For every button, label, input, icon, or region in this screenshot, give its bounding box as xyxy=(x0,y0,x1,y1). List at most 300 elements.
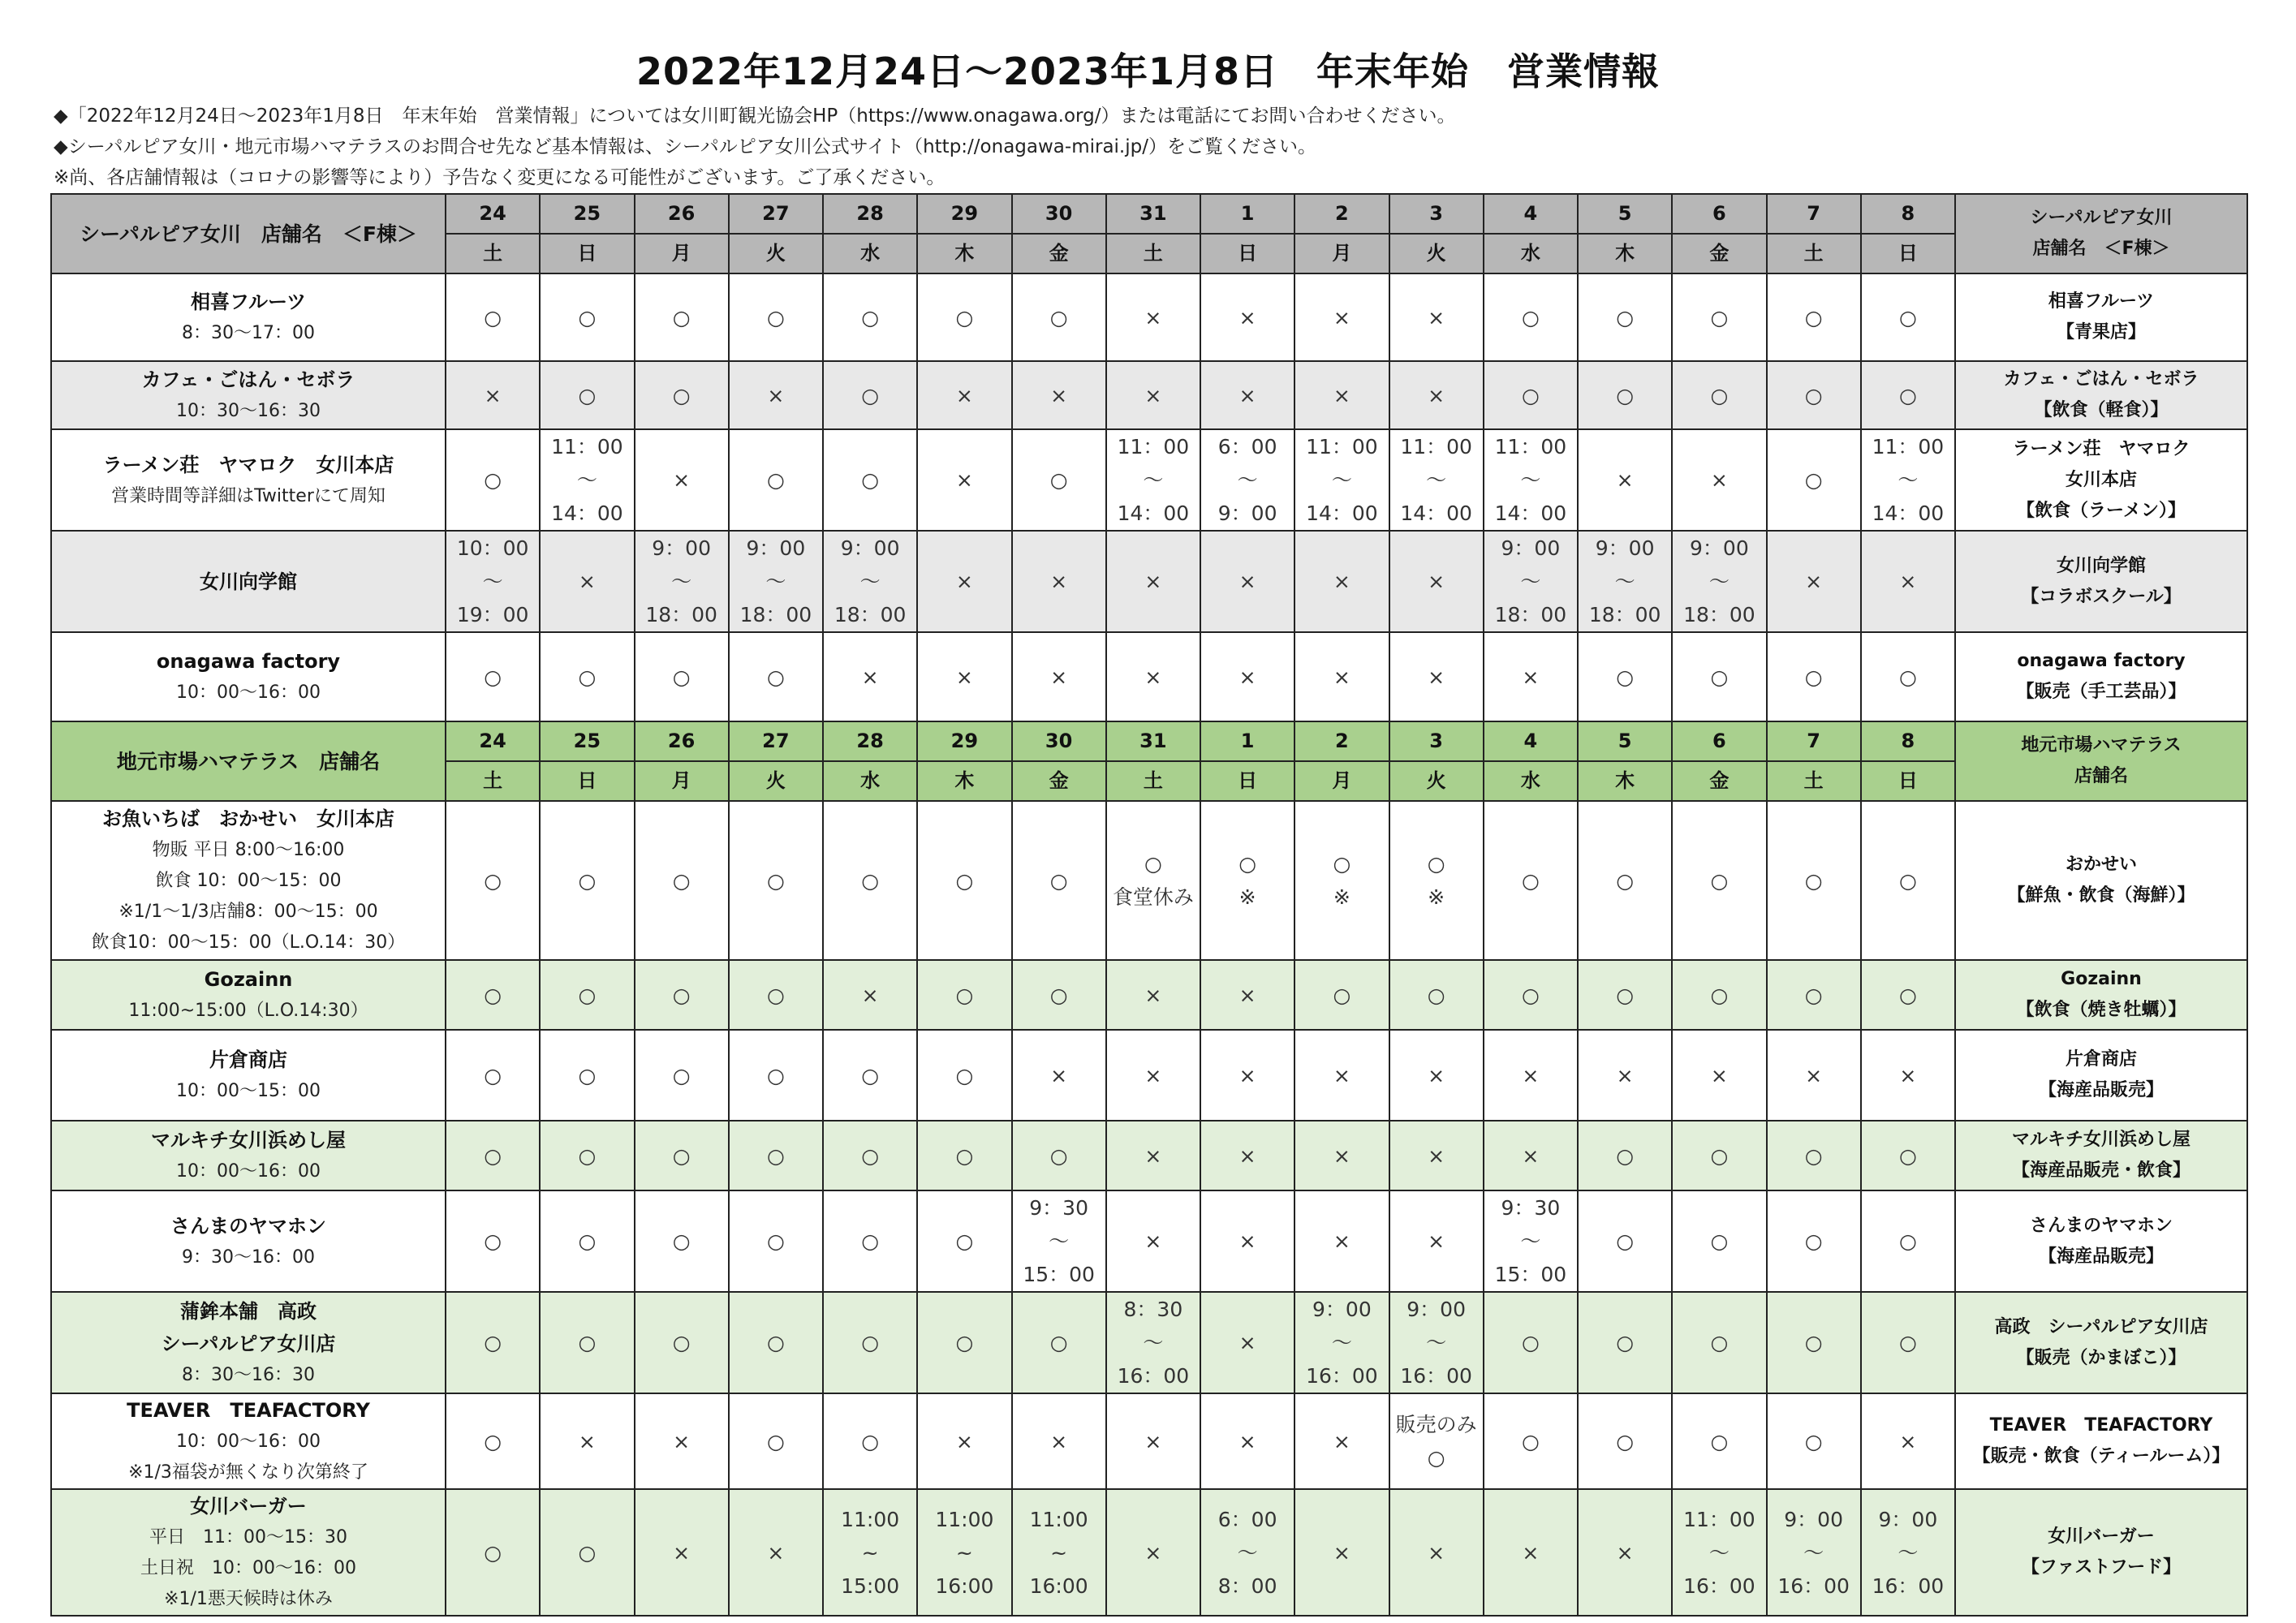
status-text: ○ xyxy=(578,1229,597,1253)
status-text: ○ xyxy=(1521,983,1540,1007)
status-text: ○ xyxy=(672,1063,691,1087)
status-cell xyxy=(446,960,540,1030)
status-cell xyxy=(1767,1121,1861,1190)
note-line: ◆「2022年12月24日～2023年1月8日 年末年始 営業情報」については女川町観光協会HP（https://www.onagawa.org/）または電話にてお問い合わせください。 xyxy=(54,105,1456,127)
status-cell xyxy=(1200,429,1294,531)
status-cell xyxy=(917,1393,1011,1489)
status-cell xyxy=(1861,960,1955,1030)
status-text: ○ xyxy=(1710,383,1729,407)
status-text: ○ xyxy=(1898,305,1917,329)
header-right-line: 地元市場ハマテラス xyxy=(2021,735,2182,756)
date-header: 27 xyxy=(729,721,823,761)
status-cell xyxy=(1389,801,1484,960)
status-cell xyxy=(1767,1489,1861,1616)
status-cell xyxy=(635,1489,729,1616)
status-cell xyxy=(1106,1121,1200,1190)
status-cell xyxy=(1012,1030,1106,1121)
status-text: ○ xyxy=(484,983,502,1007)
status-text: 11:00 xyxy=(841,1507,900,1531)
status-text: × xyxy=(1238,570,1256,593)
store-name: シーパルピア女川店 xyxy=(161,1332,336,1355)
status-cell xyxy=(1389,429,1484,531)
status-cell xyxy=(917,1121,1011,1190)
store-category-line: ラーメン荘 ヤマロク xyxy=(2012,438,2190,459)
store-name: 女川バーガー xyxy=(190,1495,307,1518)
status-text: × xyxy=(955,1429,973,1453)
store-hours: 土日祝 10：00～16：00 xyxy=(140,1558,356,1578)
store-hours: 飲食10：00～15：00（L.O.14：30） xyxy=(91,932,406,953)
store-name-cell xyxy=(51,1393,446,1489)
status-text: × xyxy=(1050,1063,1068,1087)
status-cell xyxy=(1294,531,1389,632)
status-cell xyxy=(1012,273,1106,361)
store-category-cell xyxy=(1955,361,2247,429)
status-text: ○ xyxy=(1049,983,1068,1007)
section-header-right-label xyxy=(1955,194,2247,273)
status-text: ～ xyxy=(1520,468,1541,492)
status-text: ～ xyxy=(1708,570,1730,593)
status-text: ○ xyxy=(672,1143,691,1168)
status-text: ○ xyxy=(672,665,691,689)
status-cell xyxy=(1200,1030,1294,1121)
status-cell xyxy=(1294,1292,1389,1393)
store-category-line: 【海産品販売】 xyxy=(2038,1246,2164,1267)
status-cell xyxy=(1484,1030,1578,1121)
store-name-cell xyxy=(51,1121,446,1190)
status-text: × xyxy=(1238,665,1256,689)
status-text: 9：00 xyxy=(1595,536,1655,560)
status-cell xyxy=(729,801,823,960)
status-cell xyxy=(540,1190,634,1292)
store-category-cell xyxy=(1955,429,2247,531)
status-cell xyxy=(1106,801,1200,960)
status-text: 15:00 xyxy=(841,1573,900,1598)
weekday-header: 金 xyxy=(1012,234,1106,273)
status-text: × xyxy=(1428,665,1445,689)
store-category-line: 【ファストフード】 xyxy=(2021,1557,2182,1578)
status-text: 14：00 xyxy=(1494,502,1567,525)
status-cell xyxy=(1294,273,1389,361)
status-text: 14：00 xyxy=(1872,502,1945,525)
status-cell xyxy=(917,273,1011,361)
status-cell xyxy=(917,1190,1011,1292)
status-text: ○ xyxy=(955,868,974,893)
status-cell xyxy=(1106,1489,1200,1616)
status-text: × xyxy=(578,570,596,593)
status-cell xyxy=(823,429,917,531)
status-text: × xyxy=(1238,983,1256,1007)
store-name: ラーメン荘 ヤマロク 女川本店 xyxy=(102,453,394,476)
status-cell xyxy=(1389,632,1484,721)
status-text: ○ xyxy=(1521,1331,1540,1354)
status-cell xyxy=(540,1489,634,1616)
status-text: 10：00 xyxy=(456,536,529,560)
store-name: 片倉商店 xyxy=(209,1048,287,1071)
status-text: ○ xyxy=(484,1143,502,1168)
status-cell xyxy=(1767,429,1861,531)
status-cell xyxy=(446,801,540,960)
status-text: ○ xyxy=(1616,1229,1635,1253)
status-text: × xyxy=(1333,570,1350,593)
status-text: ○ xyxy=(766,1063,785,1087)
status-text: × xyxy=(1333,383,1350,407)
store-category-line: おかせい xyxy=(2065,855,2137,875)
status-cell xyxy=(1389,1292,1484,1393)
status-text: ～ xyxy=(671,570,692,593)
date-header: 28 xyxy=(823,194,917,234)
status-text: × xyxy=(1333,1229,1350,1253)
status-text: × xyxy=(1616,468,1634,492)
status-text: ○ xyxy=(578,868,597,893)
status-cell xyxy=(1012,1190,1106,1292)
status-cell xyxy=(1861,1030,1955,1121)
status-cell xyxy=(635,1190,729,1292)
status-text: × xyxy=(1428,1063,1445,1087)
note-line: ◆シーパルピア女川・地元市場ハマテラスのお問合せ先など基本情報は、シーパルピア女川公式サイト（http://onagawa-mirai.jp/）をご覧ください。 xyxy=(54,136,1316,157)
status-text: 18：00 xyxy=(739,603,812,626)
store-category-cell xyxy=(1955,1190,2247,1292)
status-cell xyxy=(1012,1393,1106,1489)
status-cell xyxy=(1861,429,1955,531)
status-cell xyxy=(1294,429,1389,531)
status-text: 14：00 xyxy=(1306,502,1378,525)
status-cell xyxy=(1578,960,1672,1030)
store-hours: 11:00~15:00（L.O.14:30） xyxy=(128,1001,368,1021)
date-header: 5 xyxy=(1578,194,1672,234)
date-header: 7 xyxy=(1767,194,1861,234)
store-row xyxy=(51,632,2247,721)
store-hours: 営業時間等詳細はTwitterにて周知 xyxy=(111,485,386,506)
status-text: 11：00 xyxy=(1400,435,1472,458)
status-cell xyxy=(540,361,634,429)
status-text: 9：00 xyxy=(1501,536,1561,560)
store-category-line: 【飲食（ラーメン）】 xyxy=(2017,500,2186,521)
status-text: ○ xyxy=(1804,305,1823,329)
store-row xyxy=(51,1489,2247,1616)
weekday-header: 火 xyxy=(729,234,823,273)
store-name-cell xyxy=(51,960,446,1030)
store-category-line: 相喜フルーツ xyxy=(2048,291,2155,312)
status-text: 16：00 xyxy=(1117,1364,1190,1388)
status-text: ○ xyxy=(1521,868,1540,893)
status-text: × xyxy=(673,1429,691,1453)
status-text: × xyxy=(1238,1229,1256,1253)
store-name-cell xyxy=(51,1489,446,1616)
weekday-header: 火 xyxy=(1389,761,1484,801)
date-header: 3 xyxy=(1389,721,1484,761)
status-cell xyxy=(917,429,1011,531)
store-category-cell xyxy=(1955,531,2247,632)
date-header: 27 xyxy=(729,194,823,234)
status-text: ○ xyxy=(1710,983,1729,1007)
weekday-header: 火 xyxy=(729,761,823,801)
store-category-line: 【飲食（焼き牡蠣）】 xyxy=(2016,1000,2186,1020)
status-text: × xyxy=(1050,1429,1068,1453)
status-text: 16:00 xyxy=(935,1573,994,1598)
status-cell xyxy=(540,801,634,960)
status-text: ○ xyxy=(766,468,785,492)
status-cell xyxy=(1767,1292,1861,1393)
status-cell xyxy=(1294,1393,1389,1489)
store-name: お魚いちば おかせい 女川本店 xyxy=(102,807,394,830)
status-cell xyxy=(1294,801,1389,960)
status-text: ○ xyxy=(1049,305,1068,329)
status-text: ○ xyxy=(578,1540,597,1565)
weekday-header: 木 xyxy=(1578,234,1672,273)
status-cell xyxy=(917,801,1011,960)
status-cell xyxy=(1484,801,1578,960)
status-cell xyxy=(1861,1489,1955,1616)
status-text: ○ xyxy=(861,1143,880,1168)
status-cell xyxy=(729,960,823,1030)
status-cell xyxy=(1861,1393,1955,1489)
status-text: ○ xyxy=(1616,665,1635,689)
status-text: 18：00 xyxy=(834,603,907,626)
store-name: 蒲鉾本舗 高政 xyxy=(180,1299,317,1323)
status-cell xyxy=(540,429,634,531)
status-text: ○ xyxy=(1804,1429,1823,1453)
status-cell xyxy=(1389,1393,1484,1489)
status-cell xyxy=(1012,632,1106,721)
store-category-cell xyxy=(1955,801,2247,960)
status-cell xyxy=(729,1489,823,1616)
section-header-store-label: シーパルピア女川 店舗名 ＜F棟＞ xyxy=(51,194,446,273)
store-category-line: マルキチ女川浜めし屋 xyxy=(2011,1130,2190,1150)
date-header: 7 xyxy=(1767,721,1861,761)
status-text: × xyxy=(1238,1143,1256,1168)
status-text: ~ xyxy=(1050,1540,1068,1565)
status-cell xyxy=(1767,632,1861,721)
status-cell xyxy=(635,429,729,531)
status-cell xyxy=(823,1190,917,1292)
schedule-table xyxy=(50,193,2248,1617)
status-text: ～ xyxy=(1898,1540,1919,1565)
date-header: 3 xyxy=(1389,194,1484,234)
store-category-cell xyxy=(1955,960,2247,1030)
status-text: × xyxy=(673,1540,691,1565)
status-text: 16：00 xyxy=(1683,1573,1755,1598)
status-cell xyxy=(635,801,729,960)
status-cell xyxy=(1672,429,1766,531)
status-text: ○ xyxy=(672,305,691,329)
status-text: ○ xyxy=(1049,1331,1068,1354)
store-hours: ※1/1～1/3店舗8：00～15：00 xyxy=(118,902,378,922)
status-cell xyxy=(1012,960,1106,1030)
header-right-line: 店舗名 xyxy=(2074,766,2128,786)
status-cell xyxy=(729,632,823,721)
notes xyxy=(54,101,1455,193)
status-cell xyxy=(1012,1292,1106,1393)
status-cell xyxy=(635,531,729,632)
date-header: 2 xyxy=(1294,721,1389,761)
status-cell xyxy=(1578,1190,1672,1292)
status-text: ○ xyxy=(1804,1331,1823,1354)
store-row xyxy=(51,531,2247,632)
status-cell xyxy=(1767,361,1861,429)
status-text: × xyxy=(1144,1540,1162,1565)
status-text: ○ xyxy=(1710,1143,1729,1168)
status-text: 16：00 xyxy=(1777,1573,1850,1598)
status-text: ～ xyxy=(1426,468,1447,492)
status-text: × xyxy=(1428,1229,1445,1253)
status-cell xyxy=(917,361,1011,429)
status-cell xyxy=(729,429,823,531)
status-cell xyxy=(540,273,634,361)
date-header: 24 xyxy=(446,721,540,761)
status-cell xyxy=(1578,1489,1672,1616)
weekday-header: 日 xyxy=(540,234,634,273)
status-cell xyxy=(540,1292,634,1393)
status-text: ～ xyxy=(859,570,881,593)
status-text: ○ xyxy=(1710,305,1729,329)
status-cell xyxy=(540,1030,634,1121)
status-text: 18：00 xyxy=(1494,603,1567,626)
status-cell xyxy=(1484,531,1578,632)
status-cell xyxy=(823,1489,917,1616)
status-cell xyxy=(446,1121,540,1190)
status-text: ○ xyxy=(955,1229,974,1253)
status-cell xyxy=(635,960,729,1030)
status-cell xyxy=(1484,960,1578,1030)
status-cell xyxy=(1200,960,1294,1030)
date-header: 31 xyxy=(1106,721,1200,761)
status-text: 11：00 xyxy=(1683,1507,1755,1531)
note-line: ※尚、各店舗情報は（コロナの影響等により）予告なく変更になる可能性がございます。ご了承ください。 xyxy=(54,167,946,188)
store-hours: 物販 平日 8:00～16:00 xyxy=(152,840,345,860)
status-text: ○ xyxy=(578,665,597,689)
store-category-line: 【海産品販売・飲食】 xyxy=(2011,1160,2190,1181)
status-cell xyxy=(1672,632,1766,721)
status-text: × xyxy=(1710,468,1728,492)
store-category-cell xyxy=(1955,273,2247,361)
status-cell xyxy=(1389,1030,1484,1121)
status-text: ○ xyxy=(484,1063,502,1087)
store-category-line: 女川本店 xyxy=(2065,469,2137,490)
status-cell xyxy=(446,1292,540,1393)
status-text: × xyxy=(1144,983,1162,1007)
weekday-header: 日 xyxy=(1200,234,1294,273)
status-text: ○ xyxy=(1144,852,1162,876)
status-text: 14：00 xyxy=(551,502,623,525)
store-row xyxy=(51,1121,2247,1190)
status-text: 9：00 xyxy=(652,536,711,560)
status-cell xyxy=(635,1030,729,1121)
status-text: ～ xyxy=(1520,1229,1541,1253)
status-text: 9：00 xyxy=(1690,536,1749,560)
status-cell xyxy=(1200,1292,1294,1393)
store-category-line: さんまのヤマホン xyxy=(2029,1215,2173,1236)
status-cell xyxy=(1106,1393,1200,1489)
status-text: 11：00 xyxy=(1117,435,1190,458)
status-text: ○ xyxy=(861,1331,880,1354)
date-header: 6 xyxy=(1672,721,1766,761)
status-text: × xyxy=(1333,1540,1350,1565)
status-text: ○ xyxy=(1049,1143,1068,1168)
weekday-header: 日 xyxy=(1861,234,1955,273)
status-text: ～ xyxy=(1898,468,1919,492)
date-header: 4 xyxy=(1484,721,1578,761)
status-cell xyxy=(917,960,1011,1030)
date-header: 29 xyxy=(917,194,1011,234)
date-header: 25 xyxy=(540,194,634,234)
status-cell xyxy=(1200,1121,1294,1190)
weekday-header: 水 xyxy=(823,761,917,801)
status-text: ○ xyxy=(1616,305,1635,329)
status-cell xyxy=(1578,1030,1672,1121)
status-text: × xyxy=(1333,305,1350,329)
status-text: × xyxy=(1899,570,1917,593)
status-cell xyxy=(1106,1190,1200,1292)
status-cell xyxy=(1672,960,1766,1030)
status-text: 11:00 xyxy=(1029,1507,1088,1531)
status-cell xyxy=(1294,1190,1389,1292)
status-cell xyxy=(1012,1489,1106,1616)
status-text: ～ xyxy=(1237,468,1258,492)
status-text: ○ xyxy=(1521,305,1540,329)
store-name-cell xyxy=(51,361,446,429)
status-text: ○ xyxy=(672,1229,691,1253)
store-category-line: 【海産品販売】 xyxy=(2038,1080,2164,1100)
status-text: × xyxy=(1144,570,1162,593)
status-cell xyxy=(635,1393,729,1489)
header-right-line: シーパルピア女川 xyxy=(2030,208,2173,228)
status-text: ○ xyxy=(1616,383,1635,407)
status-text: 15：00 xyxy=(1494,1263,1567,1286)
status-cell xyxy=(540,632,634,721)
status-text: ○ xyxy=(1616,983,1635,1007)
status-cell xyxy=(1200,361,1294,429)
status-cell xyxy=(1578,1292,1672,1393)
status-text: 18：00 xyxy=(1588,603,1661,626)
status-cell xyxy=(1672,1030,1766,1121)
status-cell xyxy=(1578,429,1672,531)
status-cell xyxy=(1106,361,1200,429)
date-header: 1 xyxy=(1200,721,1294,761)
status-cell xyxy=(1672,1393,1766,1489)
status-cell xyxy=(1672,801,1766,960)
store-name: 相喜フルーツ xyxy=(190,291,307,313)
store-row xyxy=(51,273,2247,361)
status-text: × xyxy=(673,468,691,492)
status-text: ○ xyxy=(1898,1229,1917,1253)
status-cell xyxy=(1672,531,1766,632)
status-text: × xyxy=(1522,1143,1540,1168)
status-cell xyxy=(1578,801,1672,960)
status-text: 9：00 xyxy=(1217,502,1277,525)
status-cell xyxy=(1389,1121,1484,1190)
date-header: 6 xyxy=(1672,194,1766,234)
status-cell xyxy=(1106,429,1200,531)
status-cell xyxy=(446,1393,540,1489)
status-cell xyxy=(1578,1121,1672,1190)
status-text: ○ xyxy=(484,1229,502,1253)
status-cell xyxy=(917,531,1011,632)
status-cell xyxy=(1767,273,1861,361)
status-text: × xyxy=(1238,1331,1256,1354)
section-header-dates xyxy=(51,721,2247,761)
status-text: × xyxy=(955,665,973,689)
status-cell xyxy=(823,273,917,361)
status-cell xyxy=(1200,531,1294,632)
date-header: 29 xyxy=(917,721,1011,761)
weekday-header: 月 xyxy=(635,761,729,801)
status-text: 6：00 xyxy=(1217,1507,1277,1531)
weekday-header: 土 xyxy=(1767,761,1861,801)
weekday-header: 金 xyxy=(1672,234,1766,273)
date-header: 30 xyxy=(1012,194,1106,234)
status-text: 16:00 xyxy=(1029,1573,1088,1598)
status-text: ○ xyxy=(1804,1229,1823,1253)
